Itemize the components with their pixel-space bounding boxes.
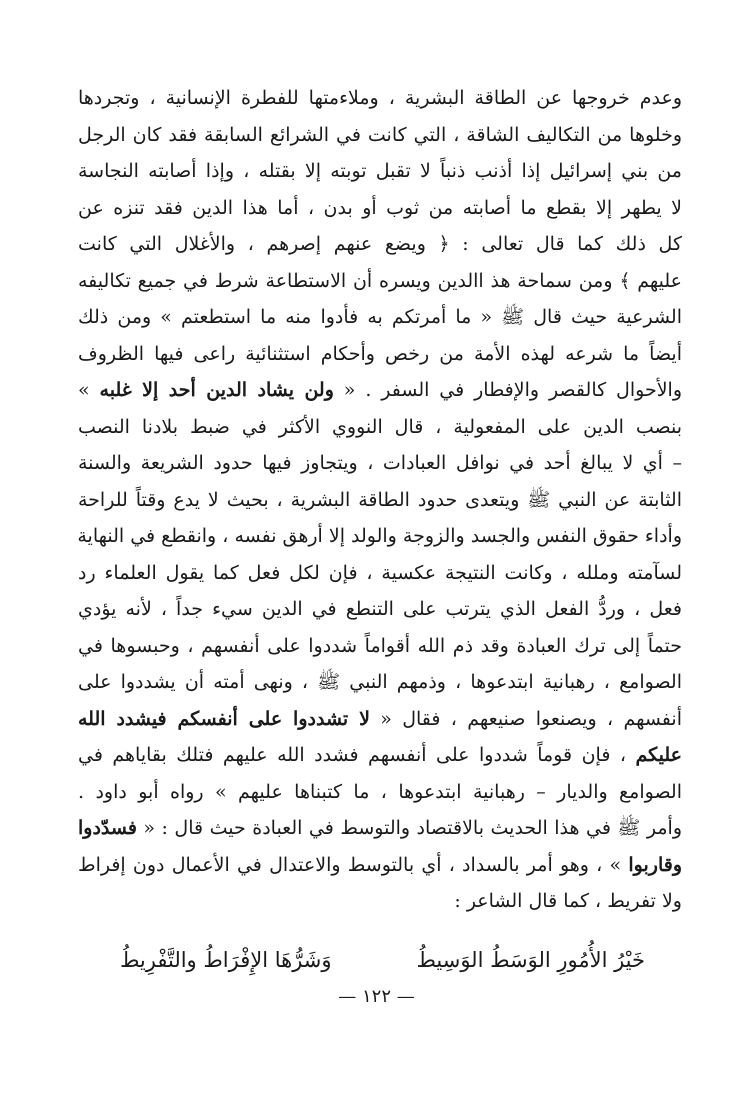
verse-second-hemistich: وَشَرُّهَا الإِفْرَاطُ والتَّفْرِيطُ bbox=[120, 948, 332, 972]
text-line-hadith bbox=[78, 701, 682, 738]
text-segment: وأمر ﷺ في هذا الحديث بالاقتصاد والتوسط في العبادة حيث قال : « bbox=[136, 817, 682, 839]
text-segment: ، فإن قوماً شددوا على أنفسهم فشدد الله عليهم فتلك بقاياهم في bbox=[78, 744, 636, 766]
text-line: بنصب الدين على المفعولية ، قال النووي الأكثر في ضبط بلادنا النصب bbox=[78, 415, 682, 438]
text-segment: » ، وهو أمر بالسداد ، أي بالتوسط والاعتدال في الأعمال دون إفراط bbox=[78, 853, 629, 876]
text-line: من بني إسرائيل إذا أذنب ذنباً لا تقبل توبته إلا بقتله ، وإذا أصابته النجاسة bbox=[78, 160, 682, 182]
page-number: — ١٢٢ — bbox=[338, 986, 415, 1007]
text-line: وخلوها من التكاليف الشاقة ، التي كانت في الشرائع السابقة فقد كان الرجل bbox=[78, 123, 682, 146]
text-line: الثابتة عن النبي ﷺ ويتعدى حدود الطاقة البشرية ، بحيث لا يدع وقتاً للراحة bbox=[78, 488, 682, 511]
text-line: عليهم ﴾ ومن سماحة هذ االدين ويسره أن الاستطاعة شرط في جميع تكاليفه bbox=[78, 269, 682, 292]
text-line: أيضاً ما شرعه لهذه الأمة من رخص وأحكام استثنائية راعى فيها الظروف bbox=[78, 342, 682, 365]
text-segment: والأحوال كالقصر والإفطار في السفر . « bbox=[333, 379, 682, 401]
hadith-quote-bold: ولن يشاد الدين أحد إلا غلبه bbox=[99, 379, 334, 401]
text-line-hadith bbox=[78, 810, 682, 847]
text-line: ولا تفريط ، كما قال الشاعر : bbox=[454, 890, 682, 912]
text-line: فعل ، وردُّ الفعل الذي يترتب على التنطع في الدين سيء جداً ، لأنه يؤدي bbox=[78, 598, 682, 620]
text-line: – أي لا يبالغ أحد في نوافل العبادات ، ويتجاوز فيها حدود الشريعة والسنة bbox=[78, 452, 682, 474]
text-line: الشرعية حيث قال ﷺ « ما أمرتكم به فأدوا منه ما استطعتم » ومن ذلك bbox=[78, 306, 682, 328]
text-line-hadith bbox=[78, 372, 682, 409]
text-line: لسآمته وملله ، وكانت النتيجة عكسية ، فإن لكل فعل كما يقول العلماء رد bbox=[78, 561, 682, 584]
body-text bbox=[78, 80, 682, 920]
hadith-quote-bold: فسدّدوا bbox=[78, 817, 137, 839]
text-line: الصوامع ، رهبانية ابتدعوها ، وذمهم النبي ﷺ ، ونهى أمته أن يشددوا على bbox=[78, 671, 682, 693]
verse-first-hemistich: خَيْرُ الأُمُورِ الوَسَطُ الوَسِيطُ bbox=[416, 948, 645, 972]
hadith-quote-bold: لا تشددوا على أنفسكم فيشدد الله bbox=[78, 707, 370, 730]
text-line: الصوامع والديار – رهبانية ابتدعوها ، ما كتبناها عليهم » رواه أبو داود . bbox=[78, 780, 682, 803]
text-line: حتماً إلى ترك العبادة وقد ذم الله أقواماً شددوا على أنفسهم ، وحبسوها في bbox=[78, 634, 682, 657]
text-line: لا يطهر إلا بقطع ما أصابته من ثوب أو بدن ، أما هذا الدين فقد تنزه عن bbox=[78, 196, 682, 219]
text-line: وعدم خروجها عن الطاقة البشرية ، وملاءمتها للفطرة الإنسانية ، وتجردها bbox=[78, 87, 682, 109]
text-line: كل ذلك كما قال تعالى : ﴿ ويضع عنهم إصرهم ، والأغلال التي كانت bbox=[78, 233, 682, 255]
text-segment: » bbox=[78, 379, 100, 401]
text-line-hadith bbox=[78, 847, 682, 884]
text-segment: أنفسهم ، ويصنعوا صنيعهم ، فقال « bbox=[369, 707, 682, 730]
text-line-hadith bbox=[78, 737, 682, 774]
poetry-verse bbox=[120, 940, 645, 980]
text-line: وأداء حقوق النفس والجسد والزوجة والولد إلا أرهق نفسه ، وانقطع في النهاية bbox=[77, 525, 682, 547]
hadith-quote-bold: عليكم bbox=[635, 744, 682, 766]
hadith-quote-bold: وقاربوا bbox=[628, 853, 682, 876]
